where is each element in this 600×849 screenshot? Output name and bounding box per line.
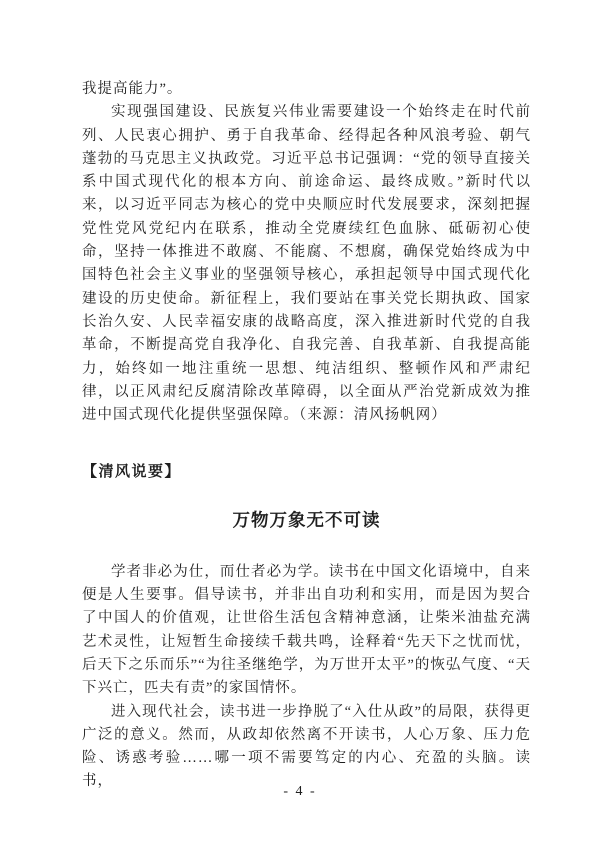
article-title: 万物万象无不可读	[232, 509, 381, 530]
article-paragraph: 进入现代社会，读书进一步挣脱了“入仕从政”的局限，获得更广泛的意义。然而，从政却依然离不开读书，人心万象、压力危险、诱惑考验……哪一项不需要笃定的内心、充盈的头脑。读书，	[82, 703, 531, 790]
party-building-paragraph: 实现强国建设、民族复兴伟业需要建设一个始终走在时代前列、人民衷心拥护、勇于自我革命、经得起各种风浪考验、朝气蓬勃的马克思主义执政党。习近平总书记强调：“党的领导直接关系中国式现代化的根本方向、前途命运、最终成败。”新时代以来，以习近平同志为核心的党中央顺应时代发展要求，深刻把握党性党风党纪内在联系，推动全党赓续红色血脉、砥砺初心使命，坚持一体推进不敢腐、不能腐、不想腐，确保党始终成为中国特色社会主义事业的坚强领导核心，承担起领导中国式现代化建设的历史使命。新征程上，我们要站在事关党长期执政、国家长治久安、人民幸福安康的战略高度，深入推进新时代党的自我革命，不断提高党自我净化、自我完善、自我革新、自我提高能力，始终如一地注重统一思想、纯洁组织、整顿作风和严肃纪律，以正风肃纪反腐清除改革障碍，以全面从严治党新成效为推进中国式现代化提供坚强保障。（来源：清风扬帆网）	[82, 104, 531, 424]
section-label: 【清风说要】	[82, 464, 182, 481]
page-number-footer: - 4 -	[283, 784, 317, 799]
article-paragraph: 学者非必为仕，而仕者必为学。读书在中国文化语境中，自来便是人生要事。倡导读书，并非出自功利和实用，而是因为契合了中国人的价值观，让世俗生活包含精神意涵，让柴米油盐充满艺术灵性，让短暂生命接续千载共鸣，诠释着“先天下之忧而忧，后天下之乐而乐”“为往圣继绝学，为万世开太平”的恢弘气度、“天下兴亡，匹夫有责”的家国情怀。	[82, 563, 531, 697]
page-content	[82, 78, 531, 794]
continuation-line: 我提高能力”。	[82, 81, 183, 97]
